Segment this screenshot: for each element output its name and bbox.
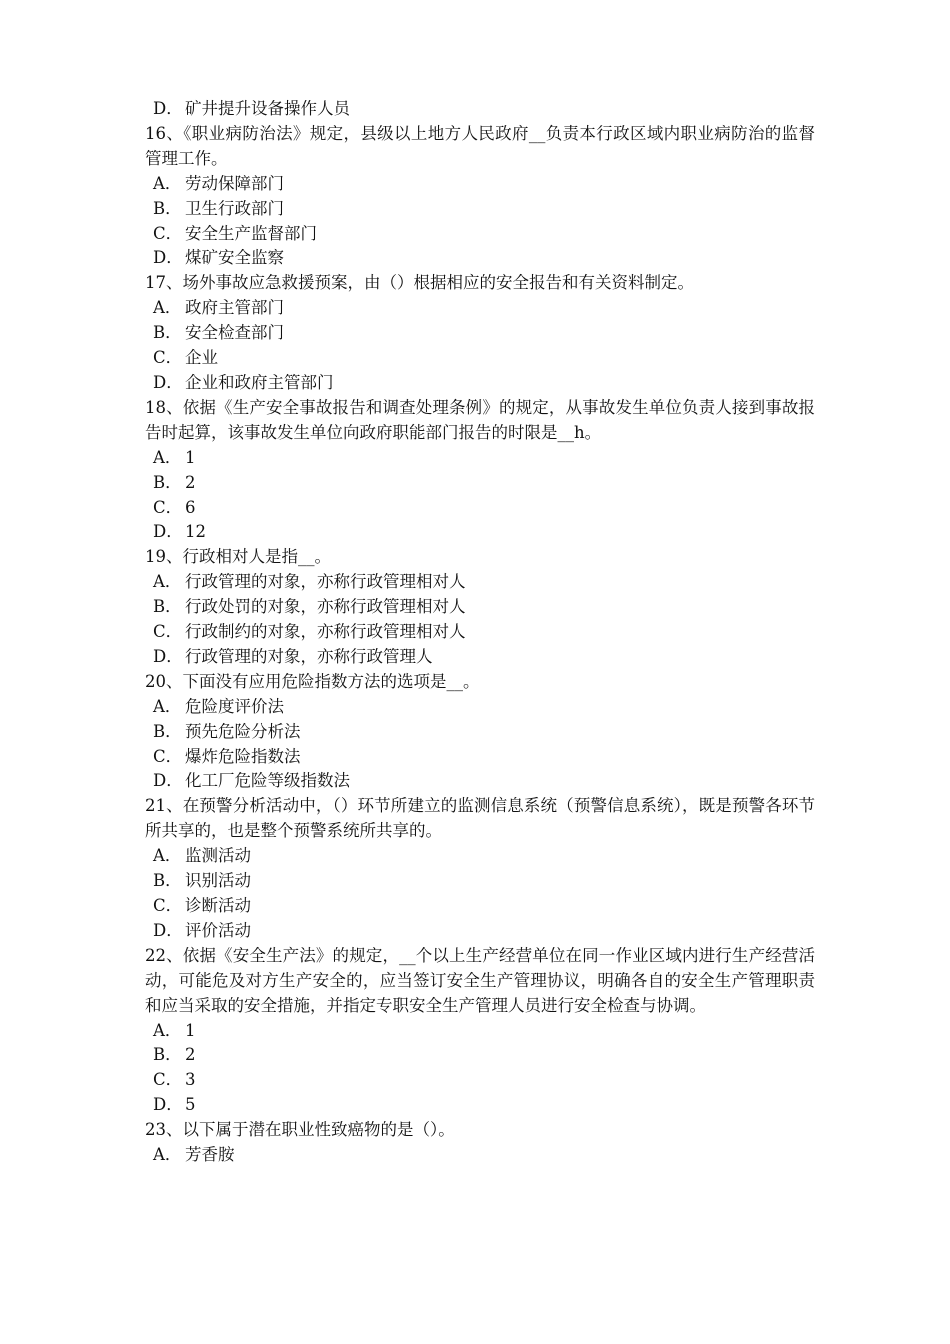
answer-option bbox=[145, 1068, 815, 1093]
option-letter: D． bbox=[153, 522, 183, 542]
option-text: 企业和政府主管部门 bbox=[185, 372, 334, 392]
answer-option bbox=[145, 745, 815, 770]
option-letter: D． bbox=[153, 99, 183, 118]
option-letter: B． bbox=[153, 323, 182, 343]
option-letter: C． bbox=[153, 746, 183, 766]
answer-option bbox=[145, 844, 815, 869]
option-letter: A． bbox=[153, 1020, 182, 1040]
option-text: 爆炸危险指数法 bbox=[185, 746, 301, 766]
option-letter: A． bbox=[153, 173, 182, 193]
option-text: 5 bbox=[185, 1095, 196, 1115]
option-letter: B． bbox=[153, 1045, 182, 1065]
answer-option bbox=[145, 1143, 815, 1168]
option-letter: D． bbox=[153, 1095, 183, 1115]
answer-option bbox=[145, 471, 815, 496]
answer-option bbox=[145, 695, 815, 720]
answer-option bbox=[145, 446, 815, 471]
option-letter: D． bbox=[153, 920, 183, 940]
option-text: 行政处罚的对象，亦称行政管理相对人 bbox=[185, 597, 466, 617]
option-text: 诊断活动 bbox=[185, 896, 251, 915]
option-letter: B． bbox=[153, 198, 182, 218]
option-letter: D． bbox=[153, 248, 183, 268]
option-text: 监测活动 bbox=[185, 846, 251, 866]
option-letter: B． bbox=[153, 871, 182, 891]
option-letter: B． bbox=[153, 721, 182, 741]
question-text: 19、行政相对人是指__。 bbox=[145, 547, 331, 567]
option-text: 行政管理的对象，亦称行政管理人 bbox=[185, 646, 433, 666]
question-text: 22、依据《安全生产法》的规定，__个以上生产经营单位在同一作业区域内进行生产经营活动，可能危及对方生产安全的，应当签订安全生产管理协议，明确各自的安全生产管理职责和应当采取的安全措施，并指定专职安全生产管理人员进行安全检查与协调。 bbox=[145, 945, 815, 1015]
option-text: 矿井提升设备操作人员 bbox=[185, 99, 350, 118]
option-text: 2 bbox=[185, 1045, 196, 1065]
option-text: 3 bbox=[185, 1070, 196, 1090]
option-text: 企业 bbox=[185, 348, 218, 368]
option-text: 煤矿安全监察 bbox=[185, 248, 284, 268]
option-letter: C． bbox=[153, 896, 183, 915]
question-text: 21、在预警分析活动中，（）环节所建立的监测信息系统（预警信息系统），既是预警各环节所共享的，也是整个预警系统所共享的。 bbox=[145, 796, 815, 841]
option-letter: A． bbox=[153, 447, 182, 467]
option-text: 1 bbox=[185, 447, 196, 467]
question-text: 20、下面没有应用危险指数方法的选项是__。 bbox=[145, 671, 480, 691]
option-letter: C． bbox=[153, 1070, 183, 1090]
answer-option bbox=[145, 1043, 815, 1068]
option-text: 行政管理的对象，亦称行政管理相对人 bbox=[185, 572, 466, 592]
option-letter: A． bbox=[153, 1145, 182, 1165]
option-letter: A． bbox=[153, 846, 182, 866]
option-text: 行政制约的对象，亦称行政管理相对人 bbox=[185, 622, 466, 642]
option-text: 危险度评价法 bbox=[185, 696, 284, 716]
option-text: 2 bbox=[185, 472, 196, 492]
answer-option bbox=[145, 919, 815, 944]
option-text: 政府主管部门 bbox=[185, 298, 284, 318]
option-letter: B． bbox=[153, 472, 182, 492]
question-text: 17、场外事故应急救援预案，由（）根据相应的安全报告和有关资料制定。 bbox=[145, 273, 694, 293]
option-letter: D． bbox=[153, 646, 183, 666]
option-text: 评价活动 bbox=[185, 920, 251, 940]
option-text: 芳香胺 bbox=[185, 1145, 235, 1165]
option-letter: A． bbox=[153, 572, 182, 592]
answer-option bbox=[145, 620, 815, 645]
option-text: 识别活动 bbox=[185, 871, 251, 891]
option-letter: C． bbox=[153, 348, 183, 368]
question-text: 23、以下属于潜在职业性致癌物的是（）。 bbox=[145, 1120, 455, 1140]
answer-option bbox=[145, 595, 815, 620]
option-text: 预先危险分析法 bbox=[185, 721, 301, 741]
option-text: 6 bbox=[185, 497, 196, 517]
option-letter: B． bbox=[153, 597, 182, 617]
answer-option bbox=[145, 97, 815, 122]
option-text: 1 bbox=[185, 1020, 196, 1040]
answer-option bbox=[145, 894, 815, 919]
answer-option bbox=[145, 321, 815, 346]
answer-option bbox=[145, 197, 815, 222]
answer-option bbox=[145, 769, 815, 794]
answer-option bbox=[145, 371, 815, 396]
option-text: 12 bbox=[185, 522, 206, 542]
option-text: 化工厂危险等级指数法 bbox=[185, 771, 350, 791]
option-text: 安全检查部门 bbox=[185, 323, 284, 343]
answer-option bbox=[145, 570, 815, 595]
option-letter: C． bbox=[153, 223, 183, 243]
exam-content bbox=[145, 97, 815, 1168]
option-letter: D． bbox=[153, 771, 183, 791]
answer-option bbox=[145, 1093, 815, 1118]
answer-option bbox=[145, 172, 815, 197]
answer-option bbox=[145, 520, 815, 545]
option-text: 劳动保障部门 bbox=[185, 173, 284, 193]
option-text: 卫生行政部门 bbox=[185, 198, 284, 218]
option-letter: A． bbox=[153, 696, 182, 716]
answer-option bbox=[145, 720, 815, 745]
question-text: 16、《职业病防治法》规定，县级以上地方人民政府__负责本行政区域内职业病防治的监督管理工作。 bbox=[145, 123, 815, 168]
option-letter: C． bbox=[153, 497, 183, 517]
answer-option bbox=[145, 222, 815, 247]
answer-option bbox=[145, 346, 815, 371]
question-text: 18、依据《生产安全事故报告和调查处理条例》的规定，从事故发生单位负责人接到事故报告时起算，该事故发生单位向政府职能部门报告的时限是__h。 bbox=[145, 397, 815, 442]
answer-option bbox=[145, 496, 815, 521]
option-text: 安全生产监督部门 bbox=[185, 223, 317, 243]
option-letter: A． bbox=[153, 298, 182, 318]
answer-option bbox=[145, 296, 815, 321]
answer-option bbox=[145, 869, 815, 894]
option-letter: D． bbox=[153, 372, 183, 392]
option-letter: C． bbox=[153, 622, 183, 642]
answer-option bbox=[145, 645, 815, 670]
answer-option bbox=[145, 1019, 815, 1044]
answer-option bbox=[145, 246, 815, 271]
